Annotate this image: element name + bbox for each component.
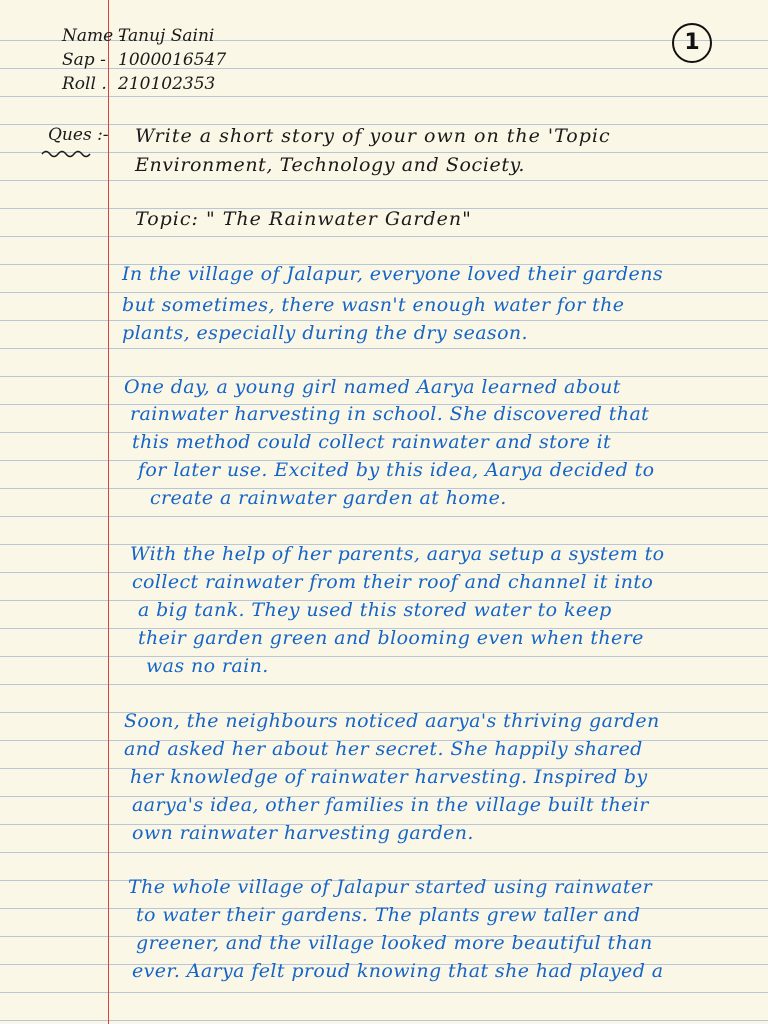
story-line: In the village of Jalapur, everyone loved their gardens xyxy=(122,263,663,285)
story-line: to water their gardens. The plants grew taller and xyxy=(136,904,641,926)
story-line: and asked her about her secret. She happily shared xyxy=(124,738,643,760)
story-line: own rainwater harvesting garden. xyxy=(132,822,474,844)
sap-label: Sap - xyxy=(62,50,106,70)
story-line: Soon, the neighbours noticed aarya's thriving garden xyxy=(124,710,660,732)
question-line-1: Write a short story of your own on the 'Topic xyxy=(135,125,611,147)
story-line: but sometimes, there wasn't enough water for the xyxy=(122,294,625,316)
page-number: 1 xyxy=(672,23,712,63)
story-line: was no rain. xyxy=(146,655,269,677)
story-line: their garden green and blooming even when there xyxy=(138,627,644,649)
story-line: rainwater harvesting in school. She discovered that xyxy=(130,403,650,425)
story-line: a big tank. They used this stored water to keep xyxy=(138,599,612,621)
story-line: for later use. Excited by this idea, Aarya decided to xyxy=(138,459,655,481)
margin-line xyxy=(108,0,109,1024)
story-line: plants, especially during the dry season. xyxy=(122,322,529,344)
story-line: One day, a young girl named Aarya learned about xyxy=(124,376,621,398)
story-line: collect rainwater from their roof and channel it into xyxy=(132,571,654,593)
story-line: With the help of her parents, aarya setup a system to xyxy=(130,543,665,565)
story-line: The whole village of Jalapur started using rainwater xyxy=(128,876,653,898)
name-label: Name - xyxy=(62,26,125,46)
roll-label: Roll . xyxy=(62,74,107,94)
topic-line: Topic: " The Rainwater Garden" xyxy=(135,208,472,230)
question-label: Ques :- xyxy=(48,125,109,145)
story-line: greener, and the village looked more beautiful than xyxy=(136,932,653,954)
squiggle-underline xyxy=(40,148,96,160)
story-line: this method could collect rainwater and store it xyxy=(132,431,612,453)
roll-value: 210102353 xyxy=(118,74,216,94)
story-line: ever. Aarya felt proud knowing that she had played a xyxy=(132,960,664,982)
name-value: Tanuj Saini xyxy=(118,26,215,46)
story-line: aarya's idea, other families in the village built their xyxy=(132,794,649,816)
story-line: create a rainwater garden at home. xyxy=(150,487,507,509)
question-line-2: Environment, Technology and Society. xyxy=(135,154,526,176)
story-line: her knowledge of rainwater harvesting. Inspired by xyxy=(130,766,648,788)
sap-value: 1000016547 xyxy=(118,50,227,70)
